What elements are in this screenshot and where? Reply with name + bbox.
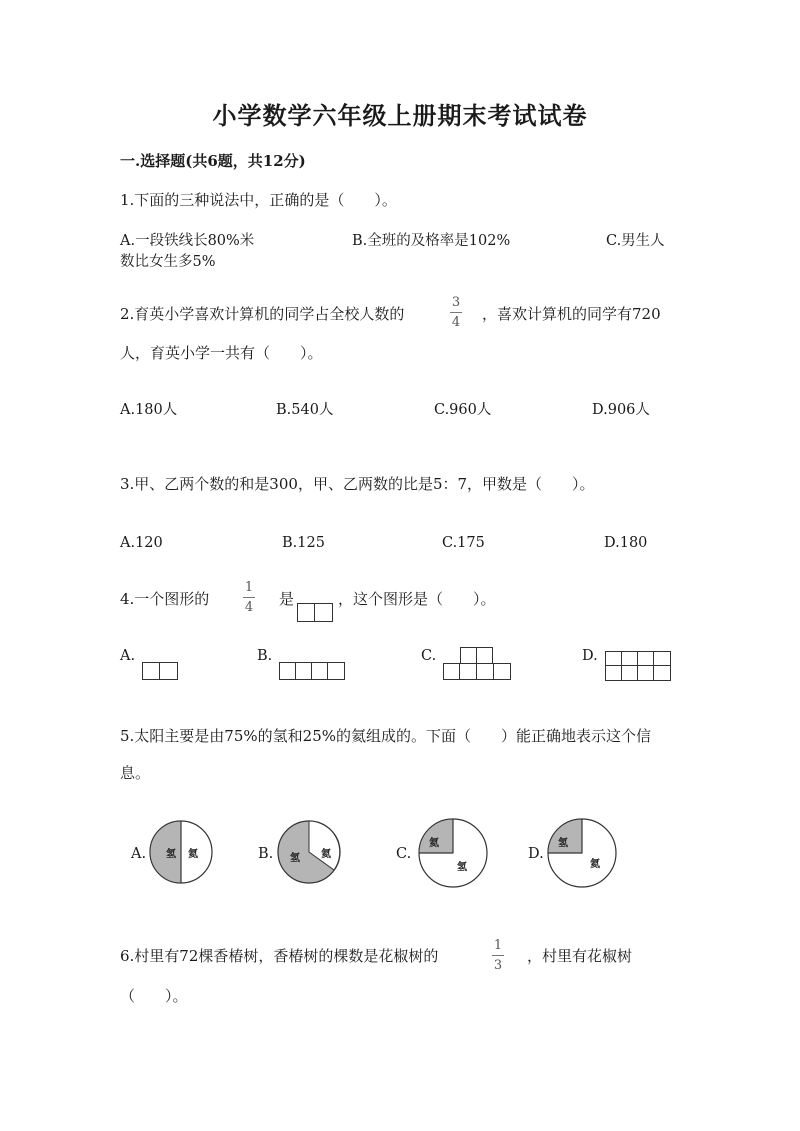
q5-a-label-he: 氦	[188, 849, 198, 860]
q3-option-b: B.125	[282, 535, 325, 551]
question-6-line2: （ ）。	[120, 987, 188, 1005]
q1-option-b: B.全班的及格率是102%	[352, 233, 511, 249]
q1-option-c-continued: 数比女生多5%	[120, 254, 216, 270]
question-5-text: 5.太阳主要是由75%的氢和25%的氦组成的。下面（ ）能正确地表示这个信	[120, 727, 651, 745]
q2-fraction-numerator: 3	[451, 295, 461, 310]
question-4-text-mid: 是	[279, 590, 295, 608]
q4-fraction-numerator: 1	[244, 580, 254, 595]
q4-option-d-shape	[605, 651, 671, 681]
question-4-text-after: ，这个图形是（ ）。	[338, 590, 496, 608]
q2-option-b: B.540人	[276, 402, 334, 418]
q4-option-a-label: A.	[120, 648, 136, 664]
q3-option-a: A.120	[120, 535, 163, 551]
question-3-text: 3.甲、乙两个数的和是300，甲、乙两数的比是5：7，甲数是（ ）。	[120, 475, 595, 493]
q5-option-d-pie	[546, 815, 618, 891]
q2-option-d: D.906人	[592, 402, 650, 418]
q2-fraction	[450, 296, 462, 329]
section-heading: 一.选择题(共6题，共12分)	[120, 152, 306, 170]
q2-option-a: A.180人	[120, 402, 178, 418]
q6-fraction	[492, 939, 504, 972]
q4-fraction-denominator: 4	[244, 600, 254, 615]
q4-option-d-label: D.	[582, 648, 598, 664]
q4-option-b-shape	[279, 662, 345, 680]
q4-option-a-shape	[142, 662, 178, 680]
fraction-bar	[492, 955, 504, 956]
q5-option-b-pie	[276, 817, 342, 887]
q5-option-a-label: A.	[131, 846, 147, 862]
q1-option-a: A.一段铁线长80%米	[120, 233, 255, 249]
q3-option-c: C.175	[442, 535, 485, 551]
question-2-text: 2.育英小学喜欢计算机的同学占全校人数的	[120, 305, 405, 323]
q5-b-label-he: 氦	[321, 849, 331, 860]
q5-option-a-pie	[148, 817, 214, 887]
q3-option-d: D.180	[604, 535, 648, 551]
q5-c-label-h: 氢	[457, 862, 467, 873]
q5-b-label-h: 氢	[290, 853, 300, 864]
fraction-bar	[450, 312, 462, 313]
q4-option-b-label: B.	[257, 648, 273, 664]
q4-given-shape	[297, 603, 333, 622]
q5-c-label-he: 氦	[429, 838, 439, 849]
fraction-bar	[243, 597, 255, 598]
q6-fraction-denominator: 3	[493, 958, 503, 973]
question-1-text: 1.下面的三种说法中，正确的是（ ）。	[120, 191, 397, 209]
q5-d-label-h: 氢	[558, 838, 568, 849]
q5-d-label-he: 氦	[590, 859, 600, 870]
q5-option-c-pie	[417, 815, 489, 891]
q4-fraction	[243, 581, 255, 614]
q2-option-c: C.960人	[434, 402, 492, 418]
question-5-line2: 息。	[120, 764, 151, 782]
q4-option-c-label: C.	[421, 648, 437, 664]
q4-option-c-shape	[443, 647, 511, 680]
q5-option-d-label: D.	[528, 846, 544, 862]
question-6-text-after: ，村里有花椒树	[527, 947, 633, 965]
question-2-line2: 人，育英小学一共有（ ）。	[120, 344, 323, 362]
q5-option-c-label: C.	[396, 846, 412, 862]
q6-fraction-numerator: 1	[493, 938, 503, 953]
q5-a-label-h: 氢	[166, 849, 176, 860]
page-title: 小学数学六年级上册期末考试试卷	[212, 101, 588, 130]
question-4-text: 4.一个图形的	[120, 590, 210, 608]
question-2-text-after: ，喜欢计算机的同学有720	[482, 305, 661, 323]
q2-fraction-denominator: 4	[451, 315, 461, 330]
question-6-text: 6.村里有72棵香椿树，香椿树的棵数是花椒树的	[120, 947, 439, 965]
q1-option-c: C.男生人	[606, 233, 665, 249]
q5-option-b-label: B.	[258, 846, 274, 862]
